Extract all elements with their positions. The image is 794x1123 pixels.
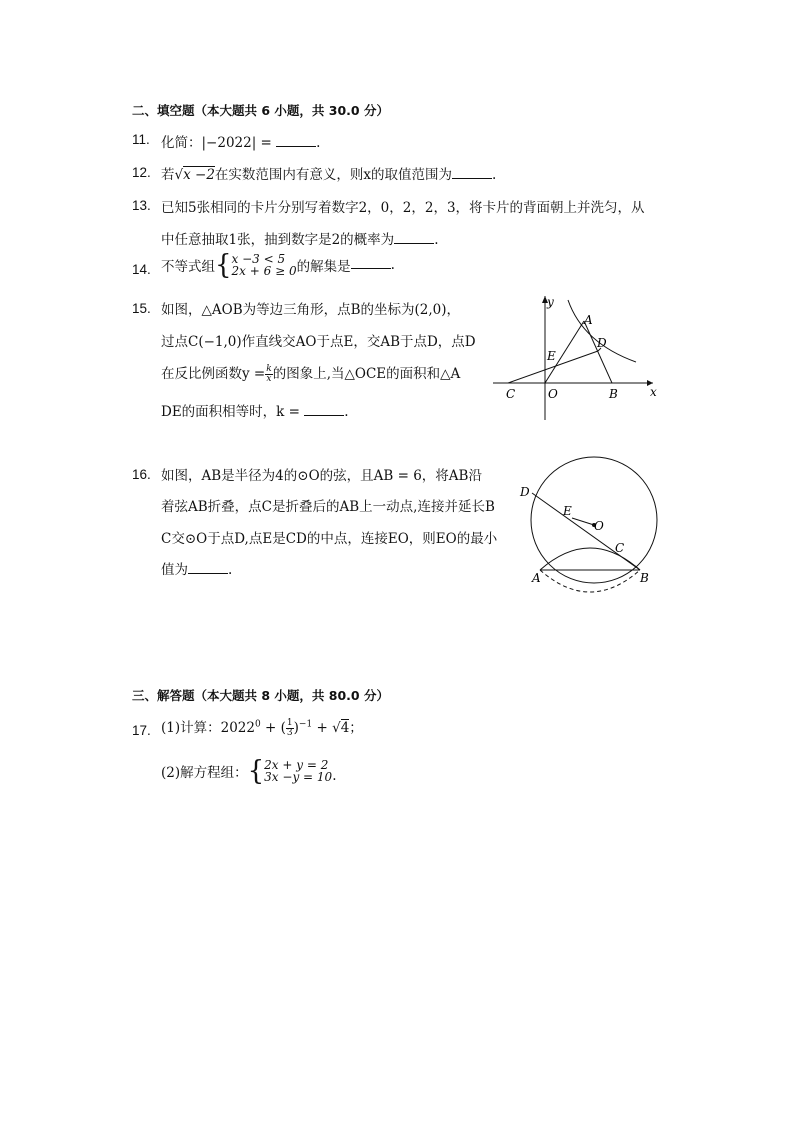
question-text — [161, 249, 395, 281]
question-stem: 在反比例函数y = — [161, 366, 266, 382]
denominator: 3 — [286, 728, 293, 738]
question-stem: (2)解方程组： — [161, 765, 248, 781]
equation-2: 3x −y = 10 — [264, 770, 333, 784]
period: . — [316, 135, 321, 151]
question-stem: 化简：|−2022| = — [161, 135, 277, 151]
section-title: 三、解答题（本大题共 8 小题，共 80.0 分） — [132, 688, 389, 703]
label-e: E — [563, 504, 572, 518]
label-b: B — [640, 571, 649, 585]
period: . — [228, 562, 233, 578]
question-stem: 在实数范围内有意义，则x的取值范围为 — [214, 167, 453, 183]
system-brace: { — [215, 249, 232, 281]
circle-fold-figure — [512, 456, 672, 598]
numerator: k — [266, 364, 272, 374]
question-stem: 中任意抽取1张，抽到数字是2的概率为 — [161, 232, 395, 248]
section-title: 二、填空题（本大题共 6 小题，共 30.0 分） — [132, 103, 389, 118]
exponent: −1 — [298, 719, 313, 730]
equation-system — [264, 759, 332, 783]
question-number: 12. — [132, 165, 151, 180]
question-number: 16. — [132, 467, 151, 482]
period: . — [332, 768, 337, 784]
question-text-line: 过点C(−1,0)作直线交AO于点E，交AB于点D，点D — [161, 334, 476, 350]
numerator: 1 — [286, 718, 293, 728]
question-text — [161, 558, 232, 578]
sqrt-symbol: √ — [174, 167, 184, 183]
answer-blank — [351, 257, 391, 269]
question-number: 13. — [132, 198, 151, 213]
question-text-line: 着弦AB折叠，点C是折叠后的AB上一动点,连接并延长B — [161, 499, 495, 515]
question-part-1 — [161, 716, 363, 738]
question-number: 15. — [132, 301, 151, 316]
period: . — [434, 232, 439, 248]
question-text — [161, 163, 496, 183]
question-text-line: C交⊙O于点D,点E是CD的中点，连接EO，则EO的最小 — [161, 531, 498, 547]
period: . — [492, 167, 497, 183]
label-a: A — [584, 313, 593, 327]
question-number: 17. — [132, 723, 151, 738]
question-text-line: 如图，AB是半径为4的⊙O的弦，且AB = 6，将AB沿 — [161, 468, 482, 484]
system-brace: { — [247, 755, 265, 787]
answer-blank — [304, 404, 344, 416]
radicand: x −2 — [183, 167, 215, 183]
original-arc — [540, 570, 640, 592]
sqrt-symbol: √ — [332, 720, 341, 736]
denominator: x — [266, 374, 272, 384]
inequality-1: x −3 < 5 — [231, 252, 286, 266]
answer-blank — [394, 232, 434, 244]
question-stem: 值为 — [161, 562, 188, 578]
operator: + — [312, 720, 333, 736]
equation-1: 2x + y = 2 — [264, 758, 329, 772]
answer-blank — [188, 562, 228, 574]
question-text-line — [161, 362, 460, 384]
question-stem: (1)计算：2022 — [161, 720, 255, 736]
punctuation: ； — [349, 720, 363, 736]
answer-blank — [452, 167, 492, 179]
period: . — [390, 257, 395, 273]
question-text-line: 如图，△AOB为等边三角形，点B的坐标为(2,0)， — [161, 302, 461, 318]
question-text — [161, 228, 438, 248]
question-text — [161, 131, 320, 151]
label-c: C — [615, 541, 625, 555]
label-e: E — [547, 349, 556, 363]
label-d: D — [597, 336, 607, 350]
inequality-2: 2x + 6 ≥ 0 — [231, 264, 297, 278]
label-a: A — [532, 571, 541, 585]
inequality-system — [232, 253, 297, 277]
exponent: 0 — [254, 719, 261, 730]
question-stem: 若 — [161, 167, 175, 183]
question-text — [161, 400, 349, 420]
question-number: 11. — [132, 132, 150, 147]
label-d: D — [520, 485, 530, 499]
question-text-line: 已知5张相同的卡片分别写着数字2，0，2，2，3，将卡片的背面朝上并洗匀，从 — [161, 200, 645, 216]
line-bd — [532, 493, 640, 570]
fraction — [286, 719, 294, 738]
question-number: 14. — [132, 262, 151, 277]
label-c: C — [506, 387, 516, 401]
answer-blank — [276, 135, 316, 147]
triangle-coordinate-figure — [488, 288, 668, 420]
question-stem: 不等式组 — [161, 259, 215, 275]
label-o: O — [594, 519, 604, 533]
segment-ab — [584, 321, 612, 383]
fraction — [265, 365, 272, 384]
question-stem: 的解集是 — [296, 259, 351, 275]
question-part-2 — [161, 755, 337, 787]
label-o: O — [548, 387, 558, 401]
period: . — [344, 404, 349, 420]
radicand: 4 — [340, 720, 350, 736]
label-b: B — [609, 387, 618, 401]
operator: + ( — [260, 720, 286, 736]
paren: ) — [293, 720, 299, 736]
question-stem: DE的面积相等时，k = — [161, 404, 305, 420]
label-x: x — [650, 385, 657, 399]
label-y: y — [547, 295, 554, 309]
question-stem: 的图象上,当△OCE的面积和△A — [272, 366, 461, 382]
